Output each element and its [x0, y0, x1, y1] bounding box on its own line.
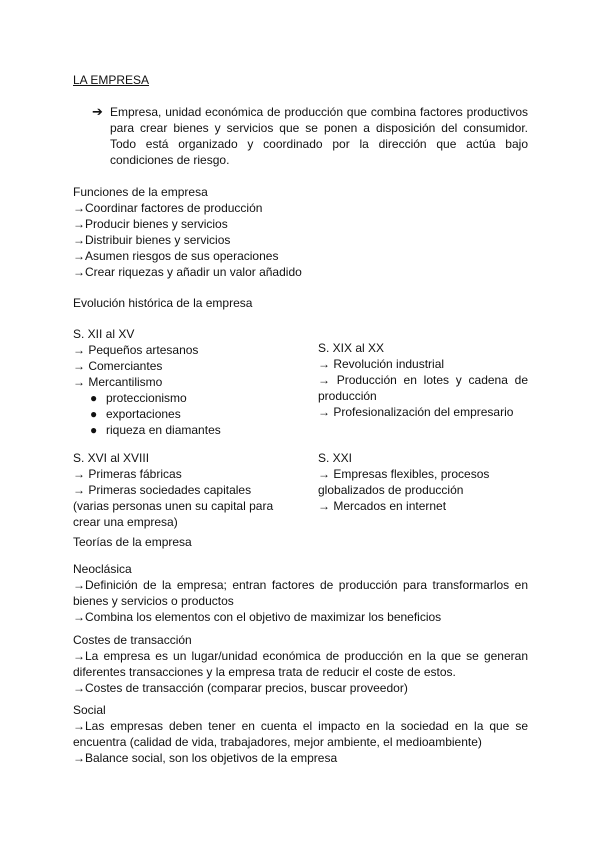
list-item: → Primeras fábricas — [73, 467, 182, 481]
definition-bullet — [92, 104, 528, 168]
list-item: →Definición de la empresa; entran factores de producción para transformarlos en bienes y servicios o productos — [73, 578, 528, 608]
sub-list-item: ● riqueza en diamantes — [90, 423, 221, 437]
funciones-section — [73, 184, 528, 280]
definition-text: Empresa, unidad económica de producción que combina factores productivos para crear bienes y servicios que se ponen a disposición del consumidor. Todo está organizado y coordinado por la dirección que actúa bajo condiciones de riesgo. — [110, 105, 528, 167]
list-item: →Las empresas deben tener en cuenta el impacto en la sociedad en la que se encuentra (calidad de vida, trabajadores, mejor ambiente, el medioambiente) — [73, 719, 528, 749]
funciones-heading: Funciones de la empresa — [73, 185, 208, 199]
list-item: → Revolución industrial — [318, 357, 445, 371]
bullet-dot-icon: ● — [90, 391, 98, 405]
period-s12-15 — [73, 326, 298, 438]
list-item: →Coordinar factores de producción — [73, 201, 263, 215]
teorias-heading: Teorías de la empresa — [73, 535, 192, 549]
period-heading: S. XII al XV — [73, 327, 135, 341]
period-s19-20 — [318, 340, 528, 420]
list-item: →Asumen riesgos de sus operaciones — [73, 249, 279, 263]
list-item: (varias personas unen su capital para crear una empresa) — [73, 499, 274, 529]
list-item: →Distribuir bienes y servicios — [73, 233, 231, 247]
list-item: →La empresa es un lugar/unidad económica de producción en la que se generan diferentes transacciones y la empresa trata de reducir el coste de estos. — [73, 649, 528, 679]
period-heading: S. XIX al XX — [318, 341, 385, 355]
list-item: → Comerciantes — [73, 359, 163, 373]
bullet-dot-icon: ● — [90, 423, 98, 437]
list-item: →Combina los elementos con el objetivo de maximizar los beneficios — [73, 610, 442, 624]
period-s21 — [318, 450, 503, 514]
theory-heading: Neoclásica — [73, 562, 132, 576]
list-item: →Costes de transacción (comparar precios, buscar proveedor) — [73, 681, 408, 695]
arrow-bullet-icon: ➔ — [92, 104, 103, 119]
list-item: →Crear riquezas y añadir un valor añadido — [73, 265, 302, 279]
sub-list-item: ● proteccionismo — [90, 391, 187, 405]
theory-costes — [73, 632, 528, 696]
page-title: LA EMPRESA — [73, 73, 150, 87]
period-s16-18 — [73, 450, 288, 530]
list-item: → Profesionalización del empresario — [318, 405, 514, 419]
list-item: → Mercados en internet — [318, 499, 447, 513]
list-item: →Producir bienes y servicios — [73, 217, 228, 231]
list-item: → Mercantilismo — [73, 375, 163, 389]
theory-neoclasica — [73, 561, 528, 625]
list-item: →Balance social, son los objetivos de la empresa — [73, 751, 338, 765]
list-item: → Pequeños artesanos — [73, 343, 199, 357]
list-item: → Empresas flexibles, procesos globalizados de producción — [318, 467, 490, 497]
evolucion-heading: Evolución histórica de la empresa — [73, 296, 253, 310]
theory-heading: Costes de transacción — [73, 633, 192, 647]
sub-list-item: ● exportaciones — [90, 407, 181, 421]
theory-heading: Social — [73, 703, 106, 717]
period-heading: S. XXI — [318, 451, 353, 465]
list-item: → Producción en lotes y cadena de producción — [318, 373, 528, 403]
period-heading: S. XVI al XVIII — [73, 451, 150, 465]
list-item: → Primeras sociedades capitales — [73, 483, 252, 497]
bullet-dot-icon: ● — [90, 407, 98, 421]
theory-social — [73, 702, 528, 766]
